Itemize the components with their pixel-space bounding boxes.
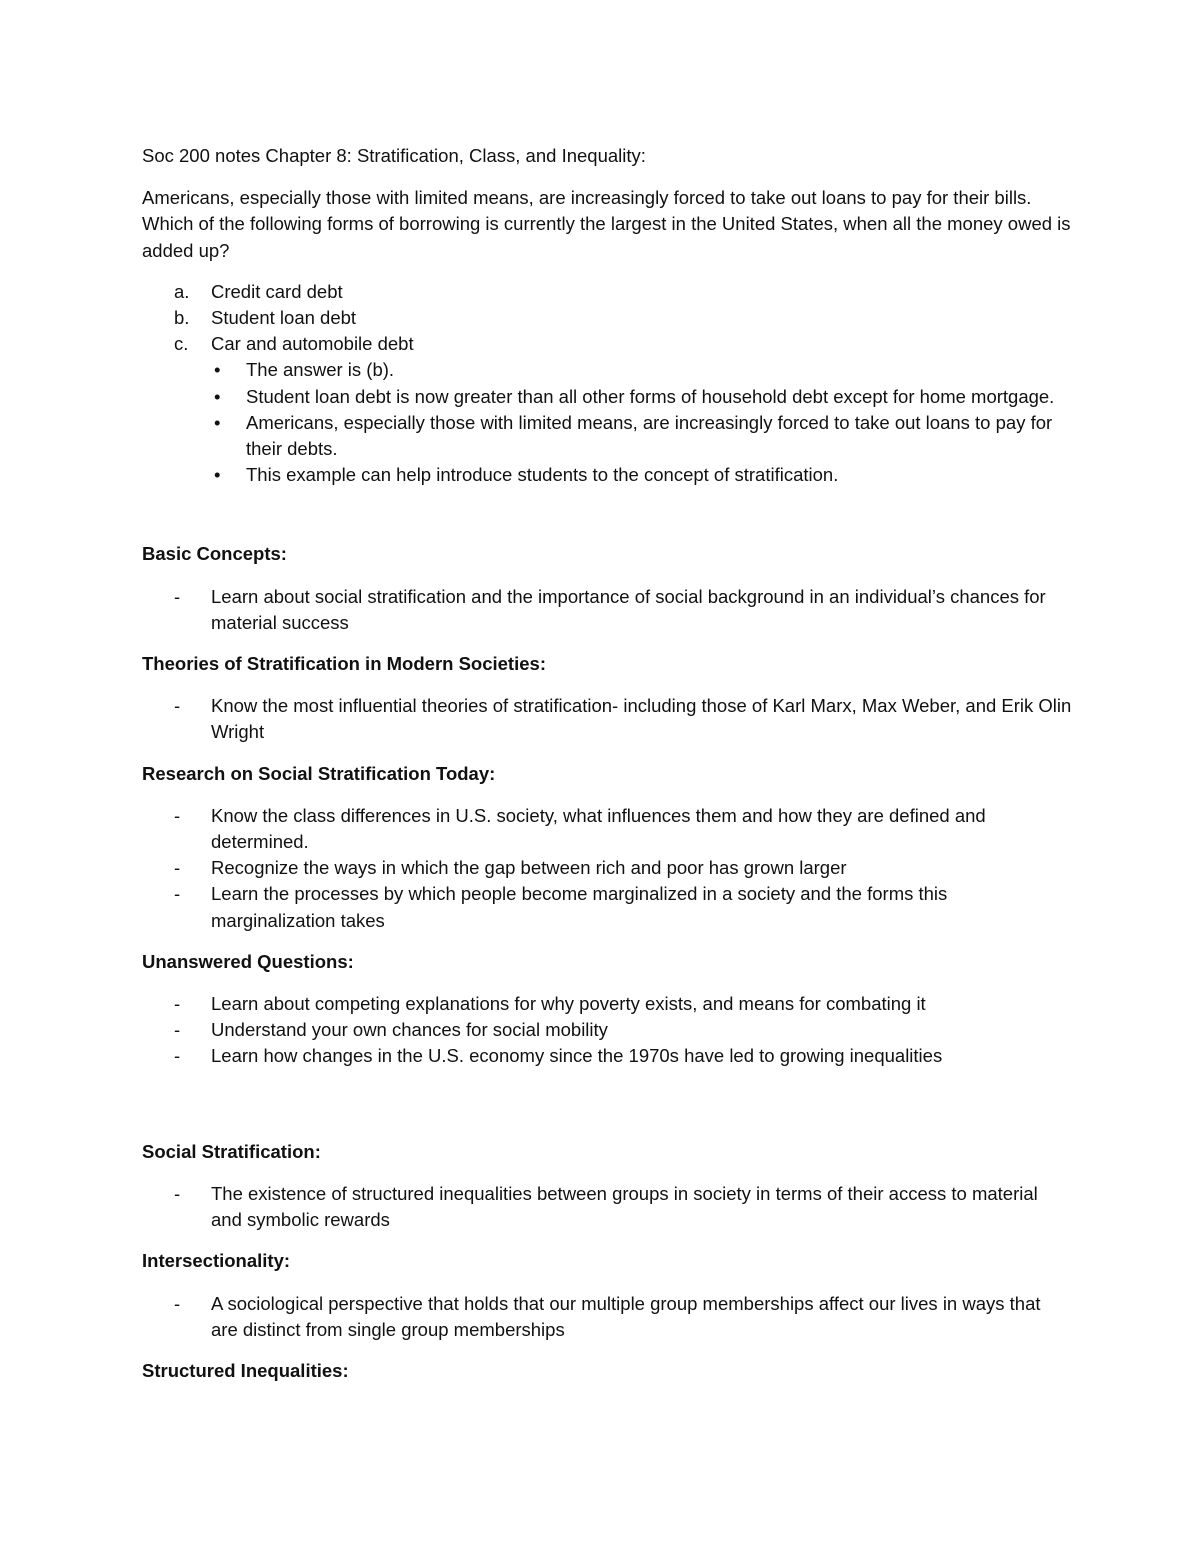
option-text: Car and automobile debt (211, 333, 414, 355)
option-item (142, 279, 1072, 305)
section-heading: Basic Concepts: (142, 543, 287, 565)
list-item-text: Understand your own chances for social mobility (211, 1019, 608, 1041)
answer-note (142, 410, 1072, 462)
section-heading: Unanswered Questions: (142, 950, 354, 972)
option-letter: a. (174, 280, 190, 302)
list-item-text: Learn about social stratification and the importance of social background in an individual’s chances for material success (211, 585, 1046, 633)
list-item-text: The existence of structured inequalities between groups in society in terms of their access to material and symbolic rewards (211, 1182, 1038, 1231)
list-item (142, 991, 1072, 1017)
dash-icon: - (174, 857, 181, 879)
bullet-icon: • (214, 464, 221, 486)
dash-icon: - (174, 1292, 181, 1314)
answer-note-text: This example can help introduce students to the concept of stratification. (246, 464, 839, 486)
dash-icon: - (174, 804, 181, 826)
question-paragraph: Americans, especially those with limited means, are increasingly forced to take out loans to pay for their bills. Which of the following forms of borrowing is currently the largest in the United States, when all the money owed is added up? (142, 187, 1071, 261)
dash-icon: - (174, 883, 181, 905)
option-text: Student loan debt (211, 307, 357, 329)
answer-note (142, 357, 1072, 383)
list-item (142, 855, 1072, 881)
list-item (142, 803, 1072, 855)
option-letter: b. (174, 307, 190, 329)
list-item (142, 584, 1072, 636)
list-item (142, 1043, 1072, 1069)
spacer (142, 1085, 1072, 1139)
dash-icon: - (174, 1045, 181, 1067)
dash-icon: - (174, 1182, 181, 1204)
option-item (142, 331, 1072, 357)
answer-options (142, 279, 1072, 358)
bullet-icon: • (214, 411, 221, 433)
answer-note-text: Americans, especially those with limited means, are increasingly forced to take out loans to pay for their debts. (246, 411, 1053, 460)
list-item-text: Recognize the ways in which the gap between rich and poor has grown larger (211, 857, 847, 879)
spacer (142, 488, 1072, 541)
section-heading: Research on Social Stratification Today: (142, 762, 496, 784)
dash-icon: - (174, 695, 181, 717)
option-text: Credit card debt (211, 280, 343, 302)
list-item (142, 1017, 1072, 1043)
list-item-text: Learn how changes in the U.S. economy since the 1970s have led to growing inequalities (211, 1045, 943, 1067)
answer-note (142, 462, 1072, 488)
section-heading: Intersectionality: (142, 1250, 291, 1272)
answer-note-text: Student loan debt is now greater than all other forms of household debt except for home mortgage. (246, 385, 1055, 407)
section-heading: Structured Inequalities: (142, 1359, 349, 1381)
bullet-icon: • (214, 359, 221, 381)
section-list (142, 584, 1072, 636)
dash-icon: - (174, 993, 181, 1015)
section-list (142, 803, 1072, 934)
option-letter: c. (174, 333, 189, 355)
section-list (142, 693, 1072, 745)
section-list (142, 991, 1072, 1070)
option-item (142, 305, 1072, 331)
section-heading: Theories of Stratification in Modern Societies: (142, 653, 546, 675)
list-item-text: Learn about competing explanations for why poverty exists, and means for combating it (211, 993, 926, 1015)
document-page (142, 143, 1072, 1400)
list-item (142, 1291, 1072, 1343)
answer-note-text: The answer is (b). (246, 359, 395, 381)
bullet-icon: • (214, 385, 221, 407)
list-item (142, 693, 1072, 745)
list-item-text: Know the class differences in U.S. society, what influences them and how they are defined and determined. (211, 804, 986, 853)
dash-icon: - (174, 1019, 181, 1041)
section-list (142, 1291, 1072, 1343)
list-item (142, 881, 1072, 933)
answer-note (142, 384, 1072, 410)
section-list (142, 1181, 1072, 1233)
list-item-text: Learn the processes by which people become marginalized in a society and the forms this marginalization takes (211, 883, 948, 931)
answer-notes (142, 357, 1072, 488)
list-item-text: Know the most influential theories of stratification- including those of Karl Marx, Max Weber, and Erik Olin Wright (211, 695, 1072, 743)
section-heading: Social Stratification: (142, 1140, 321, 1162)
dash-icon: - (174, 585, 181, 607)
list-item (142, 1181, 1072, 1233)
document-title: Soc 200 notes Chapter 8: Stratification, Class, and Inequality: (142, 145, 646, 166)
list-item-text: A sociological perspective that holds that our multiple group memberships affect our lives in ways that are distinct from single group memberships (211, 1292, 1041, 1340)
